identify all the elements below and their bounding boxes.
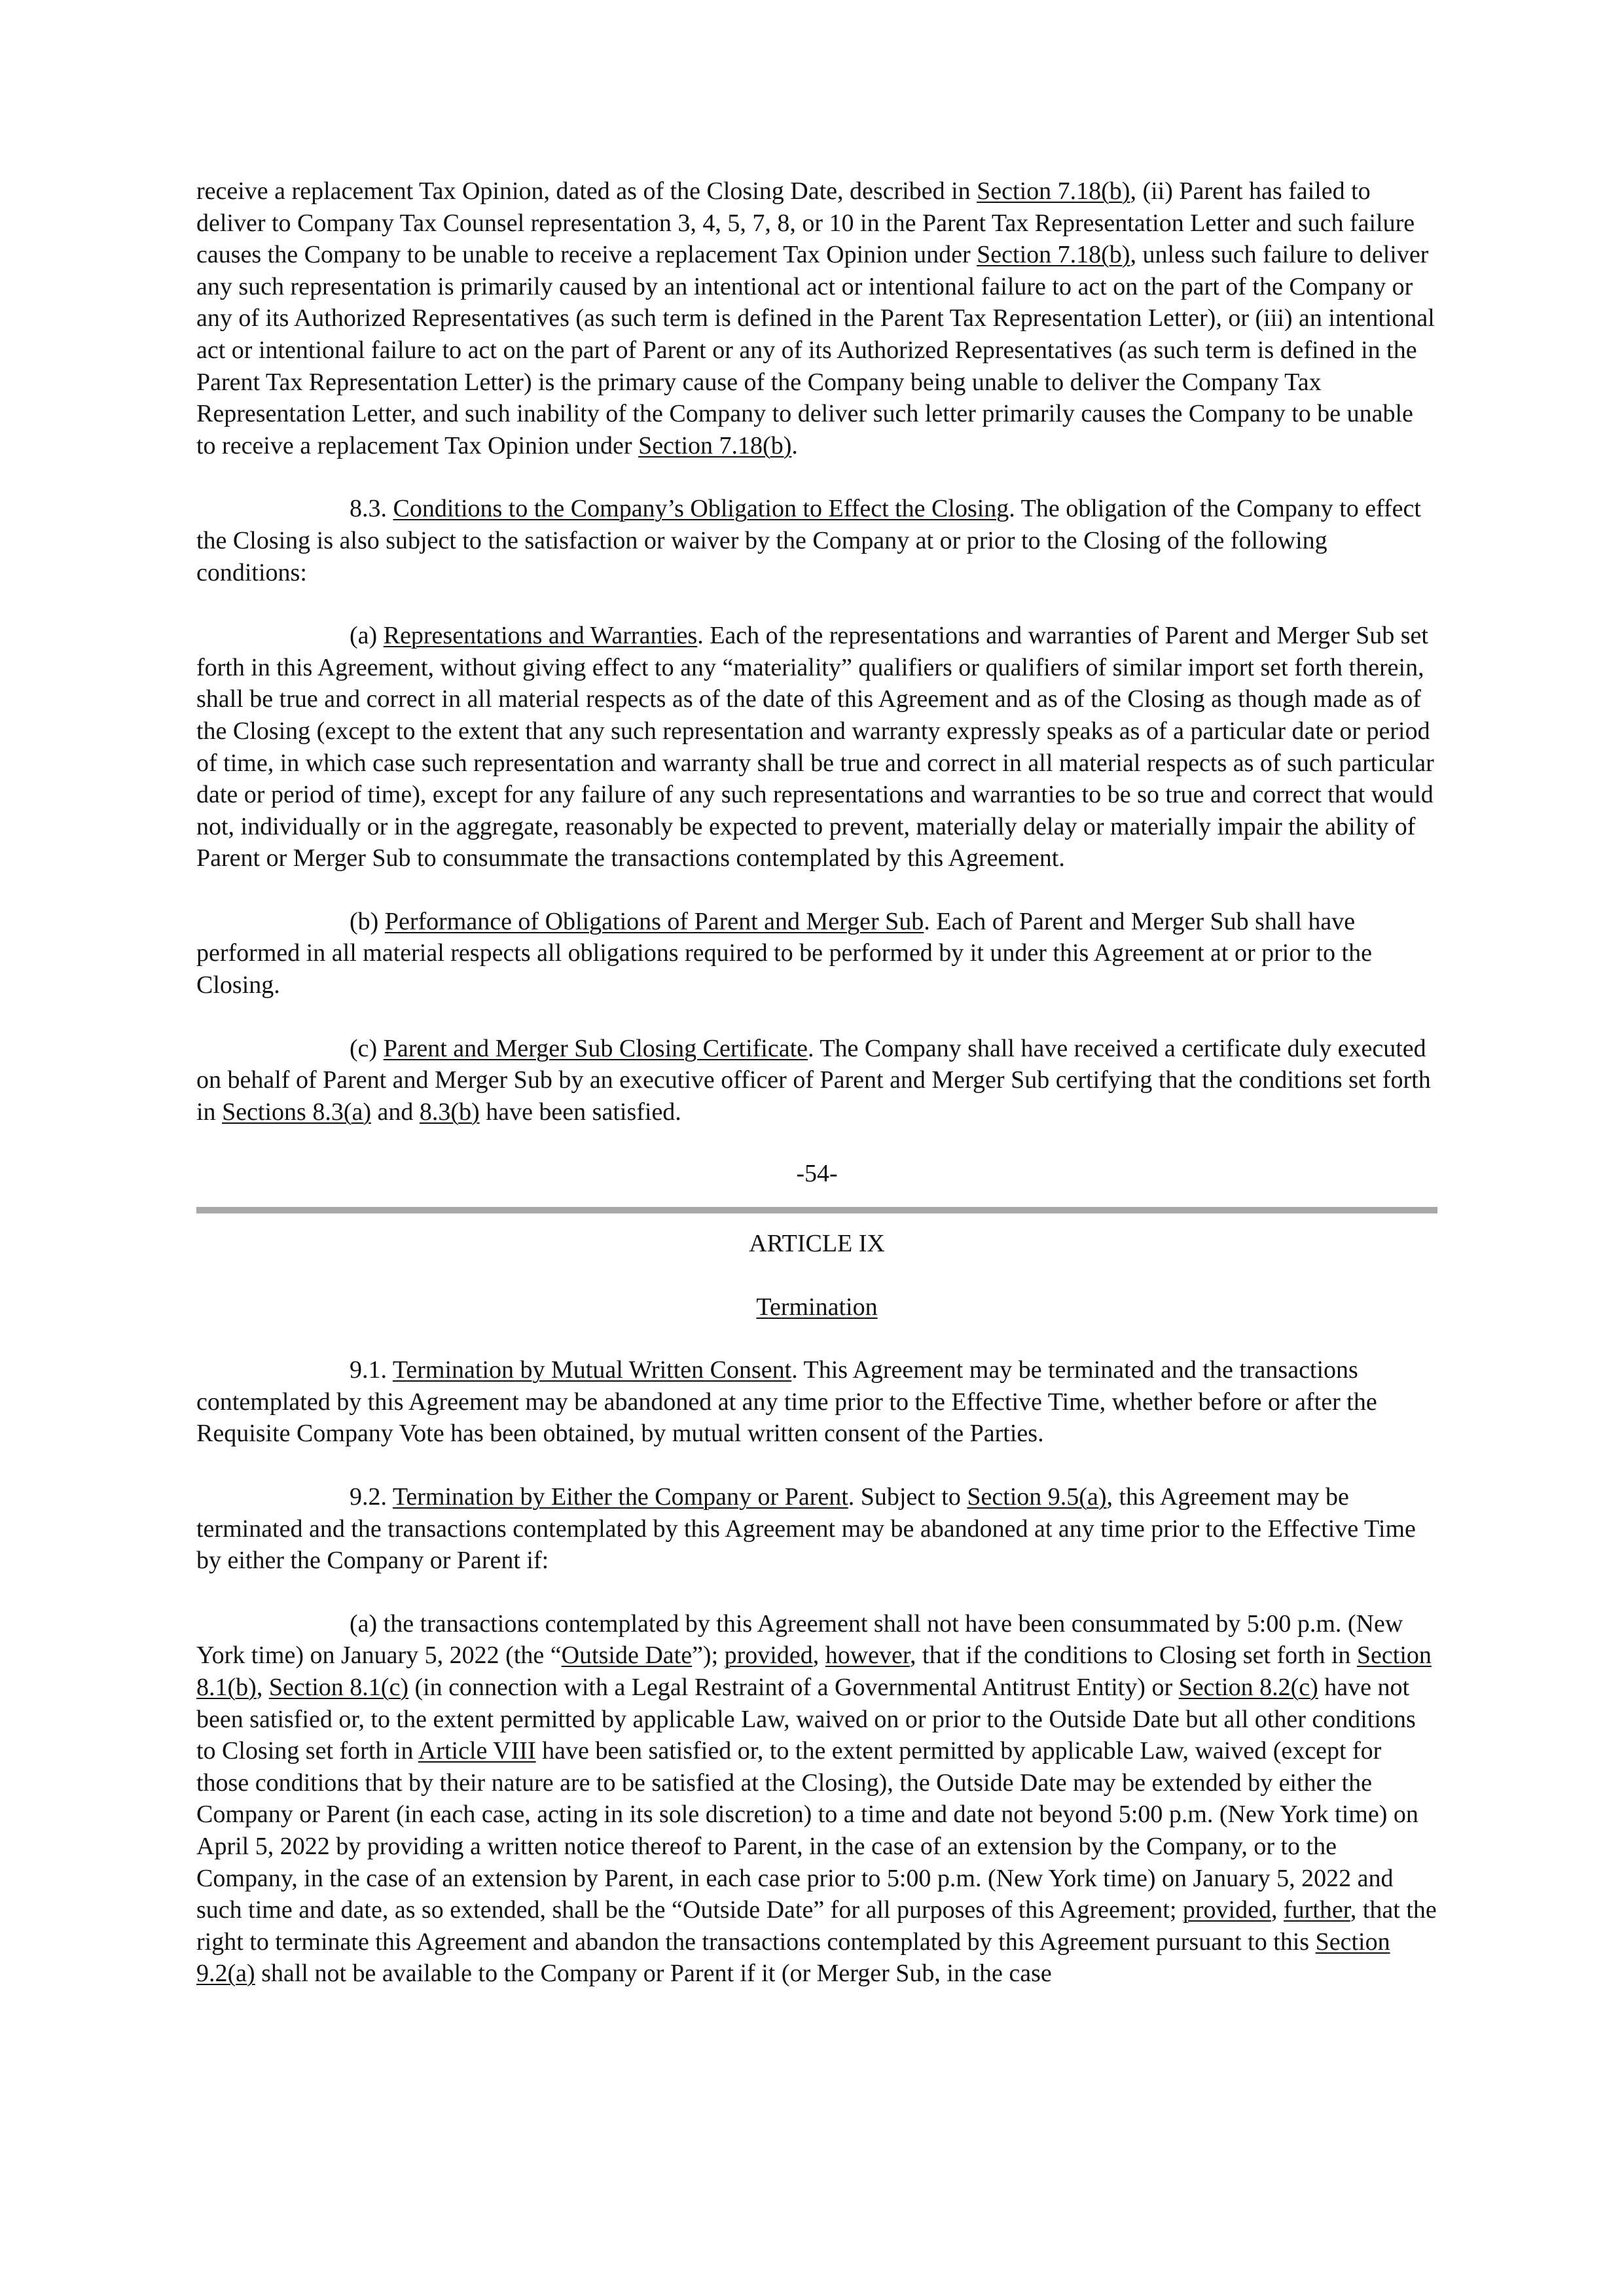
text: receive a replacement Tax Opinion, dated as of the Closing Date, described in xyxy=(196,177,977,205)
page-divider xyxy=(196,1207,1437,1213)
section-number: (b) xyxy=(350,907,385,935)
section-body: . The Company shall have received a certificate duly executed on behalf of Parent and Merger Sub by an executive officer of Parent and Merger Sub certifying that the conditions set forth in xyxy=(196,1034,1431,1126)
section-8-3-b xyxy=(196,906,1437,1001)
section-reference: Sections 8.3(a) xyxy=(222,1098,372,1126)
text: have not been satisfied or, to the extent permitted by applicable Law, waived on or prior to the Outside Date but all other conditions to Closing set forth in xyxy=(196,1673,1416,1765)
text: have been satisfied or, to the extent permitted by applicable Law, waived (except for those conditions that by their nature are to be satisfied at the Closing), the Outside Date may be extended by either the Company or Parent (in each case, acting in its sole discretion) to a time and date not beyond 5:00 p.m. (New York time) on April 5, 2022 by providing a written notice thereof to Parent, in the case of an extension by the Company, or to the Company, in the case of an extension by Parent, in each case prior to 5:00 p.m. (New York time) on January 5, 2022 and such time and date, as so extended, shall be the “Outside Date” for all purposes of this Agreement; xyxy=(196,1737,1418,1924)
section-8-3 xyxy=(196,493,1437,588)
text: , (ii) Parent has failed to deliver to Company Tax Counsel representation 3, 4, 5, 7, 8, or 10 in the Parent Tax Representation Letter and such failure causes the Company to be unable to receive a replacement Tax Opinion under xyxy=(196,177,1415,269)
text: , that the right to terminate this Agreement and abandon the transactions contemplated by this Agreement pursuant to this xyxy=(196,1896,1437,1956)
section-number: 8.3. xyxy=(350,495,393,523)
section-reference: Section 7.18(b) xyxy=(638,431,792,459)
section-number: (a) xyxy=(350,622,384,650)
section-body: . Each of Parent and Merger Sub shall have performed in all material respects all obligations required to be performed by it under this Agreement at or prior to the Closing. xyxy=(196,907,1372,999)
proviso-term: further xyxy=(1283,1896,1350,1924)
text: , xyxy=(256,1673,269,1701)
section-9-2-a xyxy=(196,1608,1437,1990)
section-heading: Conditions to the Company’s Obligation to Effect the Closing xyxy=(393,495,1009,523)
text: , xyxy=(812,1641,825,1670)
text: , unless such failure to deliver any such representation is primarily caused by an intentional act or intentional failure to act on the part of the Company or any of its Authorized Representatives (as such term is defined in the Parent Tax Representation Letter), or (iii) an intentional act or intentional failure to act on the part of Parent or any of its Authorized Representatives (as such term is defined in the Parent Tax Representation Letter) is the primary cause of the Company being unable to deliver the Company Tax Representation Letter, and such inability of the Company to deliver such letter primarily causes the Company to be unable to receive a replacement Tax Opinion under xyxy=(196,241,1435,459)
article-reference: Article VIII xyxy=(418,1737,536,1765)
text: , this Agreement may be terminated and the transactions contemplated by this Agreement may be abandoned at any time prior to the Effective Time by either the Company or Parent if: xyxy=(196,1483,1416,1575)
section-reference: Section 8.1(c) xyxy=(268,1673,408,1701)
article-title: ARTICLE IX xyxy=(749,1230,885,1258)
proviso-term: however xyxy=(825,1641,911,1670)
text: have been satisfied. xyxy=(479,1098,681,1126)
section-reference: Section 8.2(c) xyxy=(1178,1673,1318,1701)
section-reference: Section 7.18(b) xyxy=(977,177,1130,205)
section-number: 9.1. xyxy=(350,1356,393,1384)
section-body: . Each of the representations and warranties of Parent and Merger Sub set forth in this Agreement, without giving effect to any “materiality” qualifiers or qualifiers of similar import set forth therein, shall be true and correct in all material respects as of the date of this Agreement and as of the Closing as though made as of the Closing (except to the extent that any such representation and warranty expressly speaks as of a particular date or period of time, in which case such representation and warranty shall be true and correct in all material respects as of such particular date or period of time), except for any failure of any such representations and warranties to be so true and correct that would not, individually or in the aggregate, reasonably be expected to prevent, materially delay or materially impair the ability of Parent or Merger Sub to consummate the transactions contemplated by this Agreement. xyxy=(196,622,1434,872)
article-subtitle-text: Termination xyxy=(756,1293,878,1321)
page-number: -54- xyxy=(796,1160,838,1188)
section-body: . This Agreement may be terminated and the transactions contemplated by this Agreement may be abandoned at any time prior to the Effective Time, whether before or after the Requisite Company Vote has been obtained, by mutual written consent of the Parties. xyxy=(196,1356,1377,1448)
text: , that if the conditions to Closing set forth in xyxy=(910,1641,1357,1670)
section-number: (c) xyxy=(350,1034,384,1062)
section-reference: Section 7.18(b) xyxy=(977,241,1130,269)
text: and xyxy=(371,1098,420,1126)
text: (a) the transactions contemplated by this Agreement shall not have been consummated by 5:00 p.m. (New York time) on January 5, 2022 (the “ xyxy=(196,1609,1403,1670)
section-9-1 xyxy=(196,1354,1437,1450)
text: . Subject to xyxy=(848,1483,967,1511)
section-reference: 8.3(b) xyxy=(419,1098,480,1126)
defined-term: Outside Date xyxy=(561,1641,693,1670)
section-body: . The obligation of the Company to effect the Closing is also subject to the satisfaction or waiver by the Company at or prior to the Closing of the following conditions: xyxy=(196,495,1421,586)
section-heading: Performance of Obligations of Parent and Merger Sub xyxy=(384,907,924,935)
text: shall not be available to the Company or Parent if it (or Merger Sub, in the case xyxy=(255,1960,1052,1988)
text: , xyxy=(1271,1896,1284,1924)
section-reference: Section 9.2(a) xyxy=(196,1928,1390,1988)
text: ”); xyxy=(692,1641,725,1670)
text: (in connection with a Legal Restraint of a Governmental Antitrust Entity) or xyxy=(408,1673,1179,1701)
proviso-term: provided xyxy=(1182,1896,1271,1924)
section-8-3-c xyxy=(196,1033,1437,1128)
section-heading: Termination by Either the Company or Parent xyxy=(392,1483,848,1511)
section-number: 9.2. xyxy=(350,1483,393,1511)
section-8-3-a xyxy=(196,620,1437,874)
section-reference: Section 8.1(b) xyxy=(196,1641,1432,1701)
section-9-2 xyxy=(196,1481,1437,1577)
section-reference: Section 9.5(a) xyxy=(967,1483,1107,1511)
text: . xyxy=(791,431,798,459)
document-page xyxy=(196,175,1437,1990)
article-subtitle xyxy=(196,1291,1437,1323)
section-heading: Representations and Warranties xyxy=(383,622,698,650)
section-heading: Termination by Mutual Written Consent xyxy=(392,1356,792,1384)
section-heading: Parent and Merger Sub Closing Certificate xyxy=(383,1034,808,1062)
paragraph-tax-opinion-continuation xyxy=(196,175,1437,461)
proviso-term: provided xyxy=(724,1641,813,1670)
